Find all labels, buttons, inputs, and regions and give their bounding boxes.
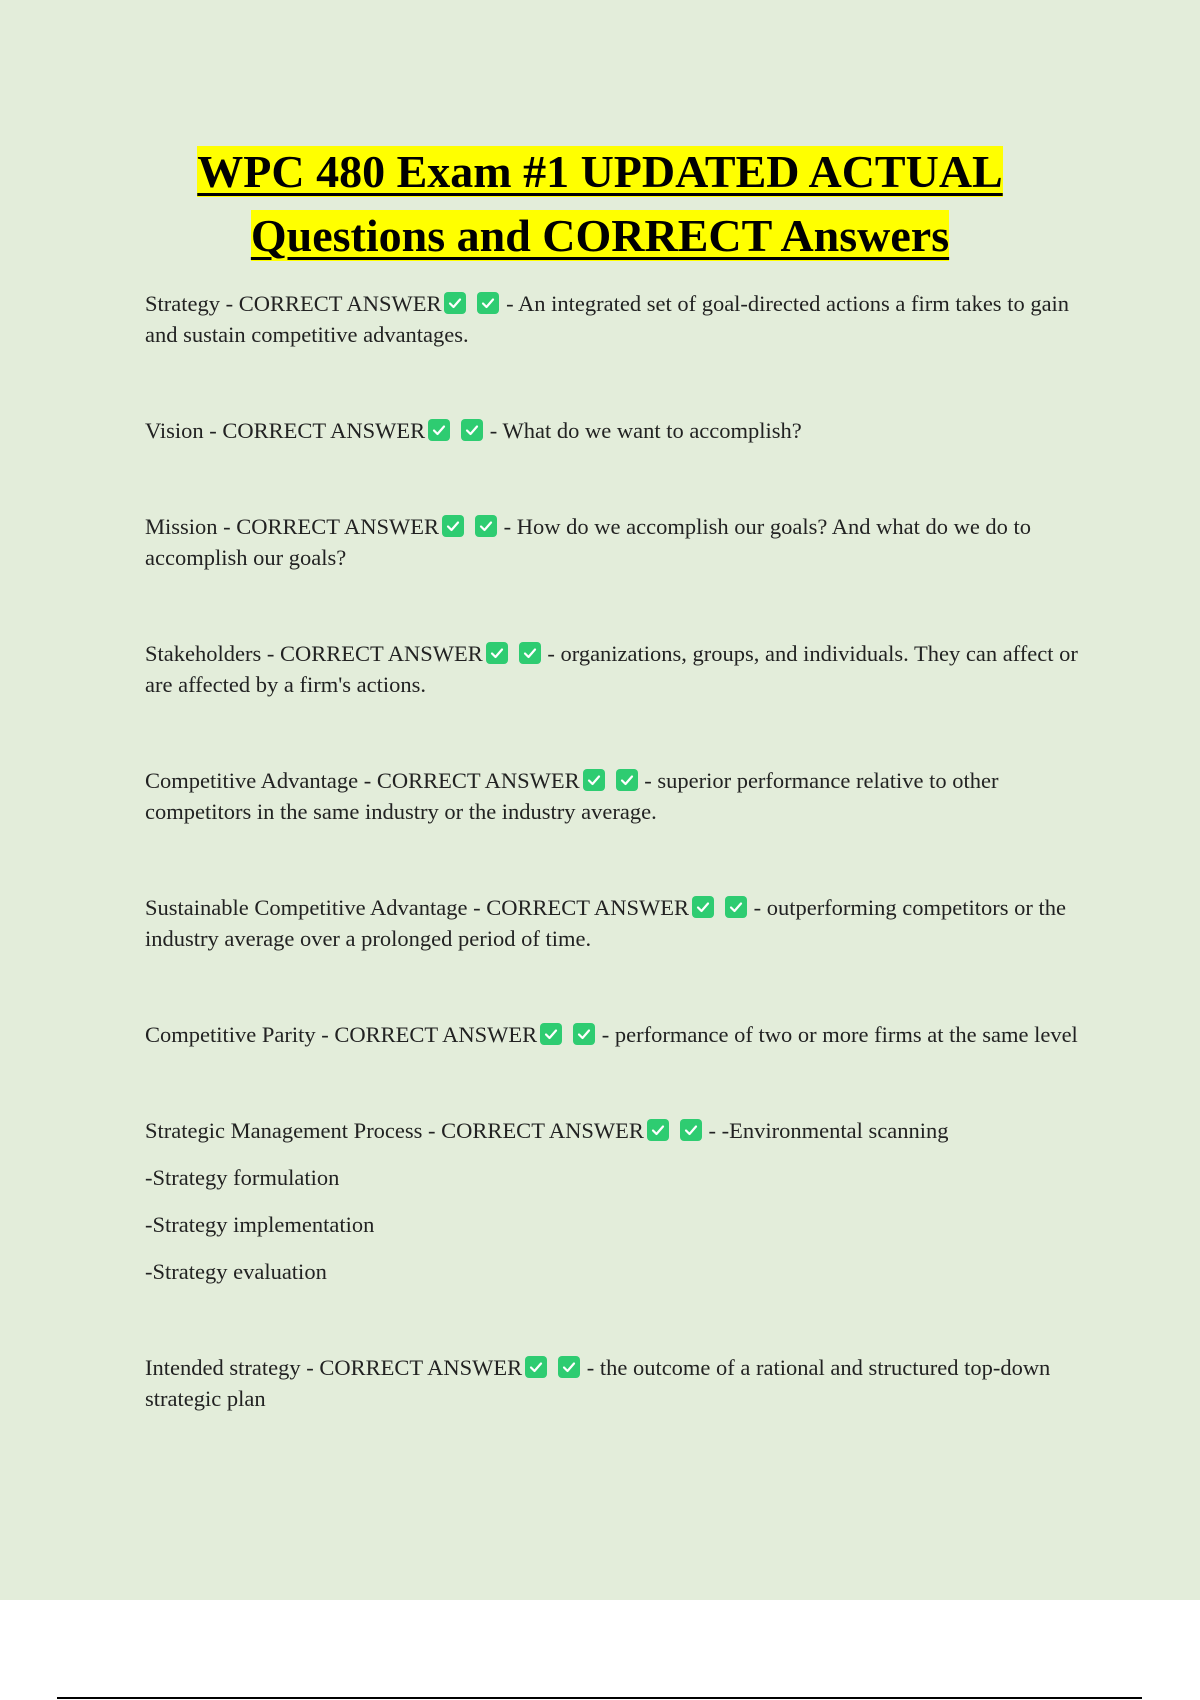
checkmark-icon [486,642,508,664]
correct-answer-label: CORRECT ANSWER [441,1118,644,1143]
qa-definition: organizations, groups, and individuals. They can affect or are affected by a firm's actions. [145,641,1078,697]
checkmark-icon [519,642,541,664]
qa-definition: An integrated set of goal-directed actions a firm takes to gain and sustain competitive advantages. [145,291,1070,347]
qa-definition: the outcome of a rational and structured top-down strategic plan [145,1355,1051,1411]
checkmark-icon [428,419,450,441]
qa-definition: outperforming competitors or the industry average over a prolonged period of time. [145,895,1067,951]
qa-definition-line: -Strategy evaluation [145,1259,327,1284]
correct-answer-label: CORRECT ANSWER [236,514,440,539]
correct-answer-label: CORRECT ANSWER [376,768,580,793]
qa-item: Sustainable Competitive Advantage - CORRECT ANSWER - outperforming competitors or the industry average over a prolonged period of time. [145,895,1067,951]
title-line-1: WPC 480 Exam #1 UPDATED ACTUAL [197,146,1003,197]
qa-term: Sustainable Competitive Advantage [145,895,468,920]
qa-term: Strategy [145,291,220,316]
qa-item: Vision - CORRECT ANSWER - What do we want to accomplish? [145,418,802,443]
checkmark-icon [477,292,499,314]
qa-item: Competitive Advantage - CORRECT ANSWER - superior performance relative to other competitors in the same industry or the industry average. [145,768,999,824]
document-title [0,140,1200,268]
footer-divider [57,1697,1142,1699]
checkmark-icon [725,896,747,918]
qa-item: Competitive Parity - CORRECT ANSWER - performance of two or more firms at the same level [145,1022,1078,1047]
qa-definition: superior performance relative to other competitors in the same industry or the industry average. [145,768,999,824]
checkmark-icon [475,515,497,537]
checkmark-icon [525,1356,547,1378]
qa-term: Strategic Management Process [145,1118,423,1143]
qa-list [145,288,1095,1414]
checkmark-icon [558,1356,580,1378]
checkmark-icon [444,292,466,314]
qa-definition: What do we want to accomplish? [502,418,802,443]
correct-answer-label: CORRECT ANSWER [319,1355,523,1380]
checkmark-icon [647,1119,669,1141]
correct-answer-label: CORRECT ANSWER [222,418,426,443]
title-line-2: Questions and CORRECT Answers [250,210,950,261]
checkmark-icon [692,896,714,918]
correct-answer-label: CORRECT ANSWER [279,641,483,666]
correct-answer-label: CORRECT ANSWER [334,1022,538,1047]
qa-item: Intended strategy - CORRECT ANSWER - the outcome of a rational and structured top-down strategic plan [145,1355,1051,1411]
checkmark-icon [461,419,483,441]
qa-term: Intended strategy [145,1355,301,1380]
correct-answer-label: CORRECT ANSWER [486,895,689,920]
qa-item: Mission - CORRECT ANSWER - How do we accomplish our goals? And what do we do to accomplish our goals? [145,514,1032,570]
qa-item: Stakeholders - CORRECT ANSWER - organizations, groups, and individuals. They can affect or are affected by a firm's actions. [145,641,1078,697]
qa-term: Competitive Parity [145,1022,316,1047]
checkmark-icon [616,769,638,791]
qa-definition-line: -Strategy formulation [145,1165,340,1190]
qa-term: Stakeholders [145,641,262,666]
checkmark-icon [442,515,464,537]
qa-item: Strategic Management Process - CORRECT ANSWER - -Environmental scanning -Strategy formulation -Strategy implementation -Strategy evaluation [145,1115,1095,1287]
qa-definition-line: -Strategy implementation [145,1212,375,1237]
qa-term: Mission [145,514,218,539]
qa-definition: -Environmental scanning [721,1118,949,1143]
correct-answer-label: CORRECT ANSWER [238,291,442,316]
qa-definition: performance of two or more firms at the same level [614,1022,1078,1047]
qa-definition: How do we accomplish our goals? And what do we do to accomplish our goals? [145,514,1032,570]
checkmark-icon [583,769,605,791]
qa-item: Strategy - CORRECT ANSWER - An integrated set of goal-directed actions a firm takes to gain and sustain competitive advantages. [145,291,1070,347]
checkmark-icon [573,1023,595,1045]
qa-term: Competitive Advantage [145,768,359,793]
checkmark-icon [540,1023,562,1045]
checkmark-icon [680,1119,702,1141]
qa-term: Vision [145,418,204,443]
